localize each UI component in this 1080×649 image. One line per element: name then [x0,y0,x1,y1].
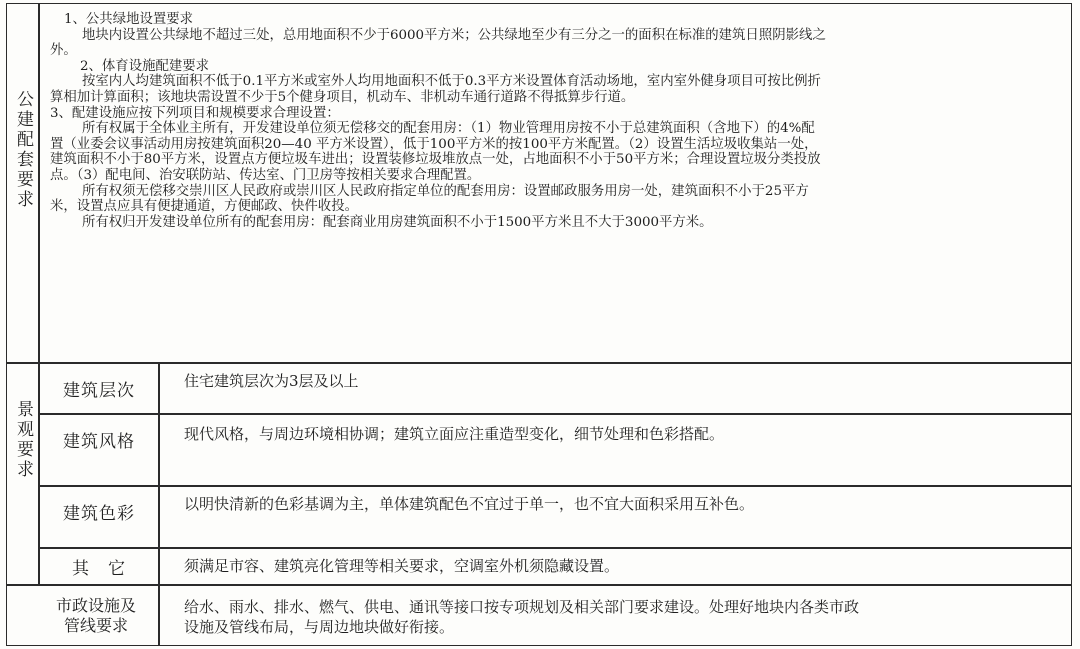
municipal-label-line-2: 管线要求 [63,616,128,635]
paragraph: 建筑面积不小于80平方米，设置点方便垃圾车进出；设置装修垃圾堆放点一处，占地面积不小于50平方米；合理设置垃圾分类投放 [50,152,821,168]
row-label-other: 其 它 [72,558,126,579]
paragraph: 2、体育设施配建要求 [80,58,210,74]
municipal-text-line-2: 设施及管线布局，与周边地块做好衔接。 [184,618,455,636]
row-label-building-levels: 建筑层次 [63,381,135,401]
divider-landscape-municipal [6,584,1072,586]
divider-public-landscape [6,362,1072,364]
municipal-content [184,597,1064,637]
public-facilities-label-text: 公建配套要求 [13,90,33,210]
paragraph: 按室内人均建筑面积不低于0.1平方米或室外人均用地面积不低于0.3平方米设置体育活动场地，室内室外健身项目可按比例折 [82,74,821,90]
public-facilities-content [50,12,1064,230]
row-label-building-color: 建筑色彩 [63,503,135,524]
landscape-label-text: 景观要求 [13,400,33,480]
row-text-building-style: 现代风格，与周边环境相协调；建筑立面应注重造型变化，细节处理和色彩搭配。 [184,425,725,443]
paragraph: 置（业委会议事活动用房按建筑面积20—40 平方米设置），低于100平方米的按100平方米配置。（2）设置生活垃圾收集站一处， [50,136,818,152]
municipal-label-line-1: 市政设施及 [55,596,136,615]
row-text-building-color: 以明快清新的色彩基调为主，单体建筑配色不宜过于单一，也不宜大面积采用互补色。 [184,495,755,513]
row-text-building-levels: 住宅建筑层次为3层及以上 [184,372,359,390]
divider-label-text [158,362,160,646]
landscape-label [12,400,34,480]
municipal-text-line-1: 给水、雨水、排水、燃气、供电、通讯等接口按专项规划及相关部门要求建设。处理好地块内各类市政 [184,598,860,616]
paragraph: 算相加计算面积；该地块需设置不少于5个健身项目，机动车、非机动车通行道路不得抵算步行道。 [50,89,635,105]
paragraph: 地块内设置公共绿地不超过三处，总用地面积不少于6000平方米；公共绿地至少有三分之一的面积在标准的建筑日照阴影线之 [82,27,826,43]
paragraph: 米，设置点应具有便捷通道，方便邮政、快件收投。 [50,199,358,215]
divider-row-2 [38,485,1072,487]
divider-row-1 [38,413,1072,415]
paragraph: 3、配建设施应按下列项目和规模要求合理设置： [50,105,340,121]
public-facilities-label [12,90,34,210]
paragraph: 所有权归开发建设单位所有的配套用房：配套商业用房建筑面积不小于1500平方米且不大于3000平方米。 [82,214,713,230]
paragraph: 点。（3）配电间、治安联防站、传达室、门卫房等按相关要求合理配置。 [50,167,481,183]
divider-row-3 [38,547,1072,549]
paragraph: 所有权属于全体业主所有，开发建设单位须无偿移交的配套用房：（1）物业管理用房按不小于总建筑面积（含地下）的4%配 [82,121,815,137]
paragraph: 外。 [50,43,77,59]
row-text-other: 须满足市容、建筑亮化管理等相关要求，空调室外机须隐藏设置。 [184,557,620,575]
paragraph: 1、公共绿地设置要求 [64,12,194,27]
municipal-label [36,596,156,636]
row-label-building-style: 建筑风格 [63,431,135,452]
paragraph: 所有权须无偿移交崇川区人民政府或崇川区人民政府指定单位的配套用房：设置邮政服务用房一处，建筑面积不小于25平方 [82,183,809,199]
